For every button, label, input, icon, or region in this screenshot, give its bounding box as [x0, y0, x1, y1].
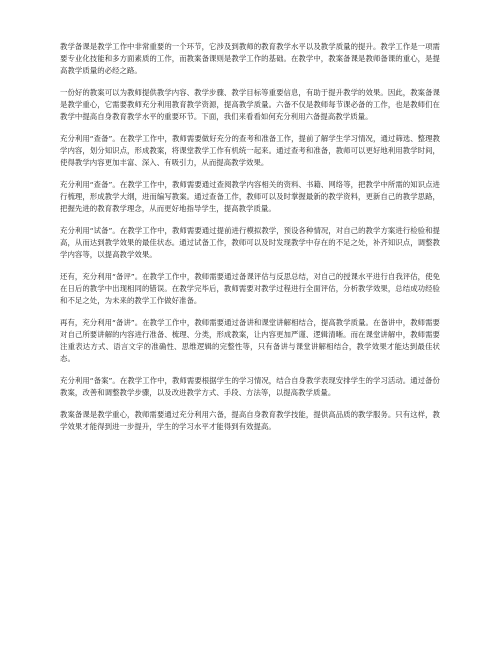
paragraph-lesson-plan-importance: 一份好的教案可以为教师提供教学内容、教学步骤、教学目标等重要信息，有助于提升教学的效果。因此，教案备课是教学重心，它需要教师充分利用教育教学资源，提高教学质量。六备不仅是教师每节课必备的工作，也是教师们在教学中提高自身教育教学水平的重要环节。下面，我们来看看如何充分利用六备提高教学质量。 [60, 88, 440, 121]
paragraph-conclusion: 教案备课是教学重心，教师需要通过充分利用六备，提高自身教育教学技能，提供高品质的教学服务。只有这样，教学效果才能得到进一步提升，学生的学习水平才能得到有效提高。 [60, 410, 440, 431]
paragraph-trial-prep: 充分利用“试备”。在教学工作中，教师需要通过提前进行模拟教学，预设各种情况，对自己的教学方案进行检验和提高，从而达到教学效果的最佳状态。通过试备工作，教师可以及时发现教学中存在的不足之处，补齐知识点，调整教学内容等，以提高教学效果。 [60, 226, 440, 259]
paragraph-case-prep: 充分利用“备案”。在教学工作中，教师需要根据学生的学习情况，结合自身教学表现安排学生的学习活动。通过备份教案，改善和调整教学步骤，以及改进教学方式、手段、方法等，以提高教学质量。 [60, 376, 440, 397]
paragraph-check-prep: 充分利用“查备”。在教学工作中，教师需要做好充分的查考和准备工作，提前了解学生学习情况，通过筛选、整理教学内容，划分知识点，形成教案，将课堂教学工作有机统一起来。通过查考和准备，教师可以更好地利用教学时间，使得教学内容更加丰富、深入、有吸引力，从而提高教学效果。 [60, 134, 440, 167]
paragraph-evaluation-prep: 还有，充分利用“备评”。在教学工作中，教师需要通过备课评估与反思总结，对自己的授课水平进行自我评估，使免在日后的教学中出现相同的错误。在教学完毕后，教师需要对教学过程进行全面评估，分析教学效果，总结成功经验和不足之处，为未来的教学工作做好准备。 [60, 272, 440, 305]
document-page [60, 41, 440, 443]
paragraph-lecture-prep: 再有，充分利用“备讲”。在教学工作中，教师需要通过备讲和课堂讲解相结合，提高教学质量。在备讲中，教师需要对自己所要讲解的内容进行准备、梳理、分类，形成教案，让内容更加严谨、逻辑清晰。而在课堂讲解中，教师需要注重表达方式、语言文字的准确性、思维逻辑的完整性等，只有备讲与课堂讲解相结合，教学效果才能达到最佳状态。 [60, 318, 440, 363]
paragraph-research-prep: 充分利用“查备”。在教学工作中，教师需要通过查阅教学内容相关的资料、书籍、网络等，把教学中所需的知识点进行梳理，形成教学大纲，进而编写教案。通过查备工作，教师可以及时掌握最新的教学资料，更新自己的教学思路，把握先进的教育教学理念，从而更好地指导学生，提高教学质量。 [60, 180, 440, 213]
paragraph-intro: 教学备课是教学工作中非常重要的一个环节，它涉及到教师的教育教学水平以及教学质量的提升。教学工作是一项需要专业化技能和多方面素质的工作，而教案备课则是教学工作的基础。在教学中，教案备课是教师备课的重心，是提高教学质量的必经之路。 [60, 42, 440, 75]
